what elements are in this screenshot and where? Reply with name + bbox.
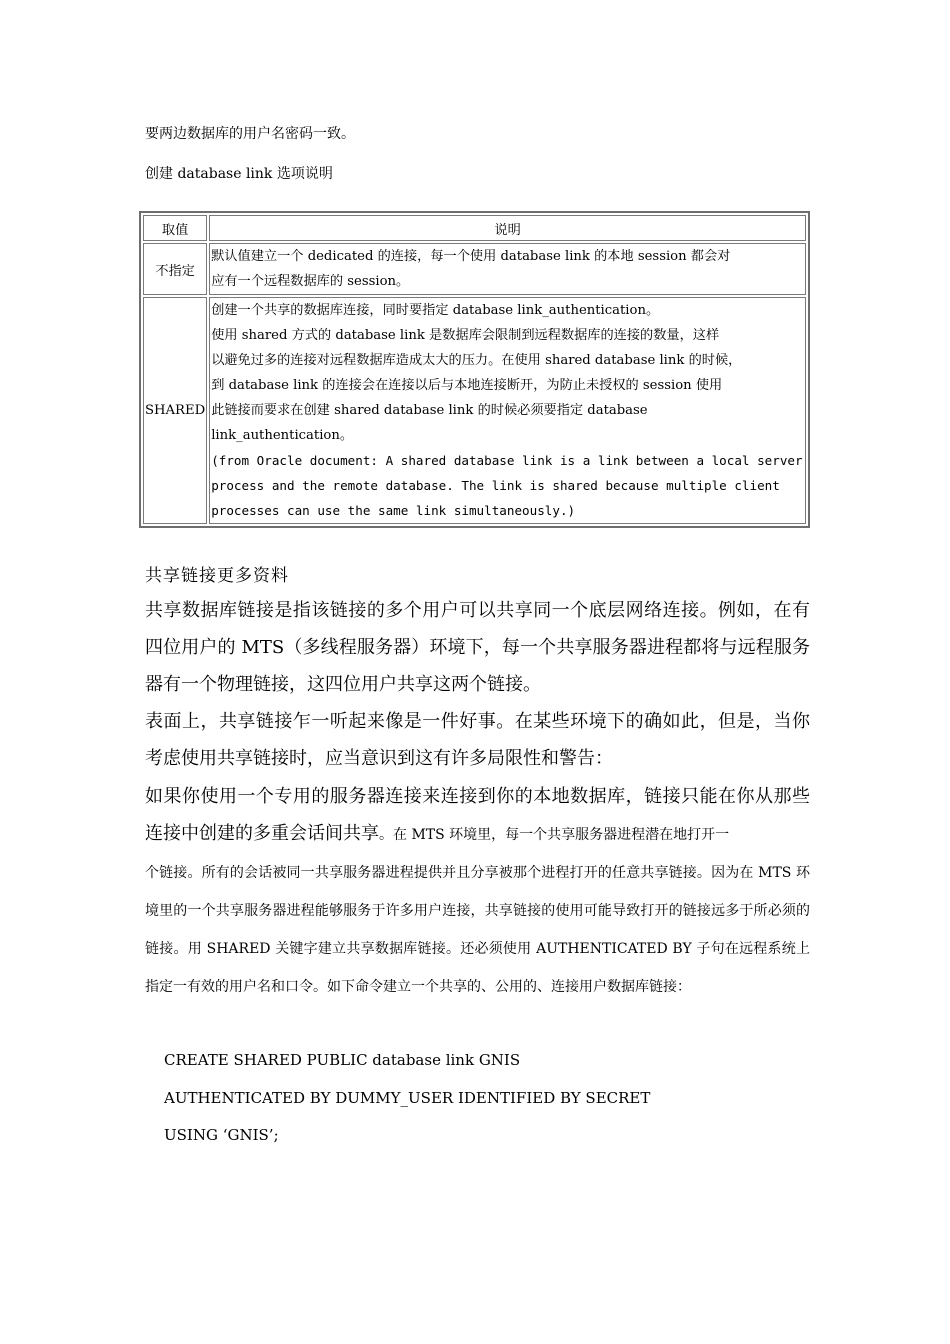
description-line: processes can use the same link simultaneously.) xyxy=(211,503,576,518)
paragraph-dedicated-server xyxy=(145,778,810,854)
option-key: SHARED xyxy=(143,297,207,524)
description-line: link_authentication。 xyxy=(211,428,354,443)
description-line: 以避免过多的连接对远程数据库造成太大的压力。在使用 shared database link 的时候， xyxy=(211,353,742,368)
section-heading: 共享链接更多资料 xyxy=(145,566,289,586)
description-line: 创建一个共享的数据库连接，同时要指定 database link_authentication。 xyxy=(211,303,660,318)
option-description xyxy=(209,297,806,524)
table-row xyxy=(143,243,806,295)
description-line: process and the remote database. The link is shared because multiple client xyxy=(211,478,780,493)
table-row xyxy=(143,297,806,524)
options-table xyxy=(139,211,810,528)
code-line: USING ‘GNIS’; xyxy=(164,1126,279,1144)
paragraph-shared-link-definition: 共享数据库链接是指该链接的多个用户可以共享同一个底层网络连接。例如，在有四位用户的 MTS（多线程服务器）环境下，每一个共享服务器进程都将与远程服务器有一个物理链接，这四位用户共享这两个链接。 xyxy=(145,600,810,695)
option-description xyxy=(209,243,806,295)
table-caption: 创建 database link 选项说明 xyxy=(145,166,333,182)
description-line: 此链接而要求在创建 shared database link 的时候必须要指定 database xyxy=(211,403,648,418)
description-line: 到 database link 的连接会在连接以后与本地连接断开，为防止未授权的 session 使用 xyxy=(211,378,723,393)
header-description: 说明 xyxy=(209,215,806,241)
table-header-row xyxy=(143,215,806,241)
header-value: 取值 xyxy=(143,215,207,241)
description-line: (from Oracle document: A shared database link is a link between a local server xyxy=(211,453,803,468)
paragraph-text: 如果你使用一个专用的服务器连接来连接到你的本地数据库，链接只能在你从那些连接中创建的多重会话间共享 xyxy=(145,786,810,844)
paragraph-shared-link-caveats: 表面上，共享链接乍一听起来像是一件好事。在某些环境下的确如此，但是，当你考虑使用共享链接时，应当意识到这有许多局限性和警告： xyxy=(145,711,810,769)
paragraph-tail: 。在 MTS 环境里，每一个共享服务器进程潜在地打开一 xyxy=(379,827,730,843)
description-line: 使用 shared 方式的 database link 是数据库会限制到远程数据库的连接的数量，这样 xyxy=(211,328,720,343)
code-line: CREATE SHARED PUBLIC database link GNIS xyxy=(164,1051,521,1069)
option-key: 不指定 xyxy=(143,243,207,295)
description-line: 应有一个远程数据库的 session。 xyxy=(211,274,410,289)
description-line: 默认值建立一个 dedicated 的连接，每一个使用 database link 的本地 session 都会对 xyxy=(211,249,731,264)
intro-line: 要两边数据库的用户名密码一致。 xyxy=(145,126,355,142)
paragraph-mts-environment: 个链接。所有的会话被同一共享服务器进程提供并且分享被那个进程打开的任意共享链接。因为在 MTS 环境里的一个共享服务器进程能够服务于许多用户连接，共享链接的使用可能导致打开的链接远多于所必须的链接。用 SHARED 关键字建立共享数据库链接。还必须使用 AUTHENTICATED BY 子句在远程系统上指定一有效的用户名和口令。如下命令建立一个共享的、公用的、连接用户数据库链接： xyxy=(145,865,810,995)
code-line: AUTHENTICATED BY DUMMY_USER IDENTIFIED BY SECRET xyxy=(164,1089,651,1107)
